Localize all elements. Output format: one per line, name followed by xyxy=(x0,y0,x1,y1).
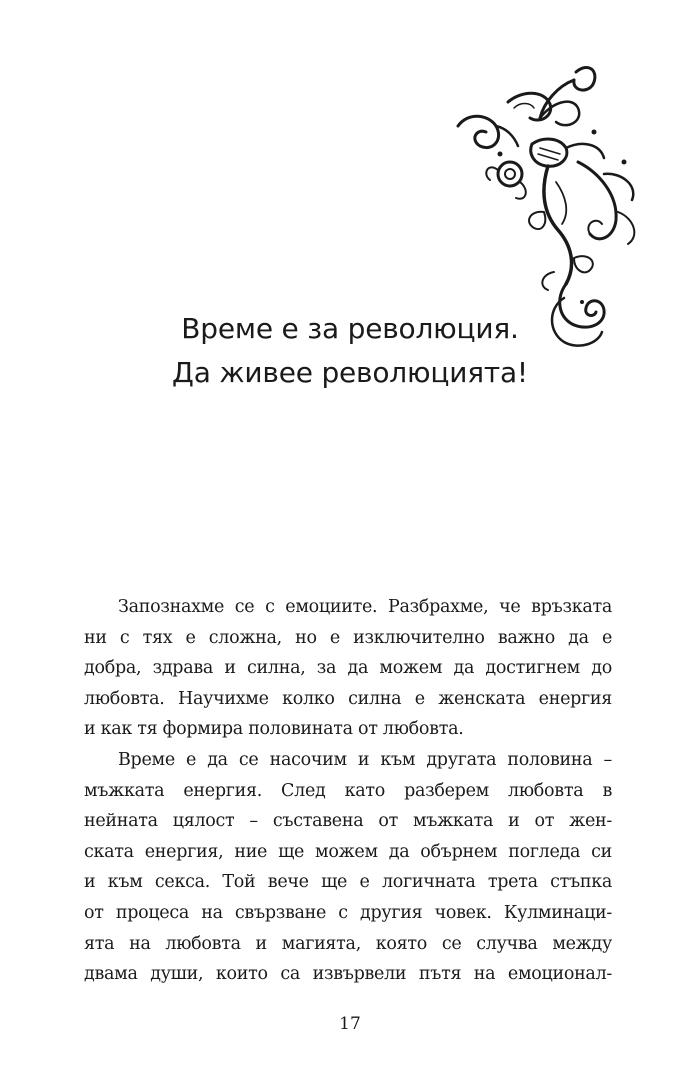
text-line: ската енергия, ние ще можем да обърнем погледа си xyxy=(84,841,612,862)
text-line: и към секса. Той вече ще е логичната трета стъпка xyxy=(84,872,612,893)
text-line: любовта. Научихме колко силна е женската енергия xyxy=(84,688,612,709)
text-line: и как тя формира половината от любовта. xyxy=(84,719,464,740)
text-line: Време е да се насочим и към другата половина – xyxy=(118,749,612,770)
chapter-heading xyxy=(0,307,700,395)
text-line: нейната цялост – съставена от мъжката и от жен- xyxy=(84,811,612,832)
text-line: ята на любовта и магията, която се случва между xyxy=(84,933,612,954)
text-line: Запознахме се с емоциите. Разбрахме, че връзката xyxy=(118,597,612,617)
body-text xyxy=(84,592,612,990)
chapter-heading-line-1: Време е за революция. xyxy=(181,312,519,345)
text-line: мъжката енергия. След като разберем любовта в xyxy=(84,780,612,801)
page-number: 17 xyxy=(339,1014,361,1034)
text-line: добра, здрава и силна, за да можем да достигнем до xyxy=(84,658,612,679)
text-line: от процеса на свързване с другия човек. Кулминаци- xyxy=(84,902,612,923)
text-line: ни с тях е сложна, но е изключително важно да е xyxy=(84,627,612,648)
chapter-heading-line-2: Да живее революцията! xyxy=(172,356,528,389)
text-line: двама души, които са извървели пътя на емоционал- xyxy=(84,964,612,985)
